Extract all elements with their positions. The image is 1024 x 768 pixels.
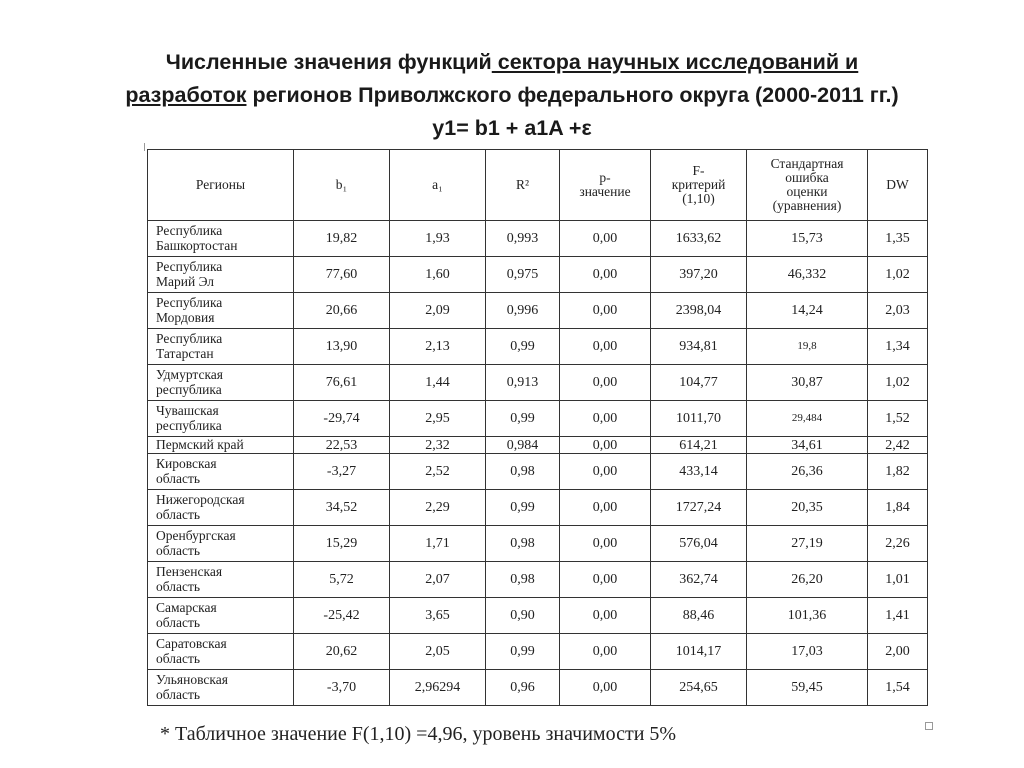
corner-box (925, 722, 933, 730)
f-cell: 254,65 (651, 670, 747, 706)
region-line1: Республика (156, 295, 223, 310)
region-line2: Мордовия (156, 309, 215, 325)
table-row (148, 293, 928, 329)
region-cell (148, 365, 294, 401)
dw-cell: 1,52 (868, 401, 928, 437)
b1-cell: 5,72 (294, 562, 390, 598)
se-cell: 20,35 (747, 490, 868, 526)
region-line1: Удмуртская (156, 367, 224, 382)
table-row (148, 365, 928, 401)
region-line2: Марий Эл (156, 273, 215, 289)
f-cell: 614,21 (651, 437, 747, 454)
header-r2: R² (486, 150, 560, 221)
region-line2: область (156, 578, 201, 594)
region-line2: область (156, 686, 201, 702)
region-line2: Башкортостан (156, 237, 238, 253)
header-se-line2: ошибка (785, 170, 829, 185)
f-cell: 1633,62 (651, 221, 747, 257)
a1-cell: 1,44 (390, 365, 486, 401)
table-row (148, 598, 928, 634)
dw-cell: 1,84 (868, 490, 928, 526)
header-region: Регионы (148, 150, 294, 221)
a1-cell: 2,29 (390, 490, 486, 526)
dw-cell: 1,02 (868, 257, 928, 293)
region-line1: Чувашская (156, 403, 219, 418)
se-cell: 59,45 (747, 670, 868, 706)
header-f-line3: (1,10) (682, 191, 715, 206)
b1-cell: -3,27 (294, 454, 390, 490)
dw-cell: 2,03 (868, 293, 928, 329)
table-row (148, 329, 928, 365)
b1-cell: 77,60 (294, 257, 390, 293)
dw-cell: 1,01 (868, 562, 928, 598)
f-cell: 576,04 (651, 526, 747, 562)
b1-cell: 15,29 (294, 526, 390, 562)
header-p-line1: p- (599, 170, 611, 185)
f-cell: 1011,70 (651, 401, 747, 437)
results-table-container (147, 149, 928, 706)
region-line2: республика (156, 417, 222, 433)
se-cell: 30,87 (747, 365, 868, 401)
region-cell (148, 526, 294, 562)
dw-cell: 2,42 (868, 437, 928, 454)
header-f-line2: критерий (671, 177, 726, 192)
region-line2: Татарстан (156, 345, 214, 361)
a1-cell: 2,09 (390, 293, 486, 329)
se-cell: 27,19 (747, 526, 868, 562)
page-title (0, 46, 1024, 145)
se-cell: 46,332 (747, 257, 868, 293)
region-line2: область (156, 650, 201, 666)
b1-cell: -3,70 (294, 670, 390, 706)
se-cell: 29,484 (747, 401, 868, 437)
a1-cell: 2,32 (390, 437, 486, 454)
r2-cell: 0,99 (486, 634, 560, 670)
f-cell: 1014,17 (651, 634, 747, 670)
a1-cell: 2,07 (390, 562, 486, 598)
header-se-line3: оценки (786, 184, 828, 199)
region-line1: Нижегородская (156, 492, 245, 507)
region-line1: Республика (156, 331, 223, 346)
region-cell (148, 598, 294, 634)
a1-cell: 2,05 (390, 634, 486, 670)
p-cell: 0,00 (560, 454, 651, 490)
dw-cell: 1,02 (868, 365, 928, 401)
b1-cell: 22,53 (294, 437, 390, 454)
a1-cell: 2,13 (390, 329, 486, 365)
region-line1: Оренбургская (156, 528, 236, 543)
b1-cell: 19,82 (294, 221, 390, 257)
r2-cell: 0,98 (486, 526, 560, 562)
region-line1: Кировская (156, 456, 217, 471)
f-cell: 1727,24 (651, 490, 747, 526)
title-line-1-start: Численные значения функций (165, 50, 492, 74)
region-cell (148, 257, 294, 293)
region-line1: Пензенская (156, 564, 223, 579)
header-f-criterion (651, 150, 747, 221)
table-row (148, 221, 928, 257)
p-cell: 0,00 (560, 490, 651, 526)
f-cell: 362,74 (651, 562, 747, 598)
a1-cell: 2,95 (390, 401, 486, 437)
dw-cell: 1,35 (868, 221, 928, 257)
header-a1: a₁ (390, 150, 486, 221)
p-cell: 0,00 (560, 365, 651, 401)
r2-cell: 0,99 (486, 401, 560, 437)
p-cell: 0,00 (560, 526, 651, 562)
f-cell: 934,81 (651, 329, 747, 365)
p-cell: 0,00 (560, 401, 651, 437)
table-row (148, 670, 928, 706)
dw-cell: 2,00 (868, 634, 928, 670)
title-line-1 (0, 46, 1024, 79)
header-p-line2: значение (579, 184, 631, 199)
header-f-line1: F- (692, 163, 705, 178)
f-cell: 104,77 (651, 365, 747, 401)
p-cell: 0,00 (560, 634, 651, 670)
region-cell (148, 293, 294, 329)
header-dw: DW (868, 150, 928, 221)
f-cell: 397,20 (651, 257, 747, 293)
region-cell (148, 329, 294, 365)
se-cell: 26,36 (747, 454, 868, 490)
region-line2: республика (156, 381, 222, 397)
header-se-line4: (уравнения) (772, 198, 842, 213)
a1-cell: 3,65 (390, 598, 486, 634)
table-row (148, 634, 928, 670)
p-cell: 0,00 (560, 437, 651, 454)
r2-cell: 0,984 (486, 437, 560, 454)
f-cell: 433,14 (651, 454, 747, 490)
r2-cell: 0,99 (486, 329, 560, 365)
p-cell: 0,00 (560, 257, 651, 293)
header-b1: b₁ (294, 150, 390, 221)
b1-cell: 76,61 (294, 365, 390, 401)
title-formula: y1= b1 + a1A +ε (432, 116, 592, 140)
results-table (147, 149, 928, 706)
region-cell (148, 562, 294, 598)
b1-cell: 34,52 (294, 490, 390, 526)
p-cell: 0,00 (560, 329, 651, 365)
dw-cell: 1,34 (868, 329, 928, 365)
p-cell: 0,00 (560, 670, 651, 706)
b1-cell: -25,42 (294, 598, 390, 634)
region-line2: область (156, 506, 201, 522)
se-cell: 101,36 (747, 598, 868, 634)
b1-cell: 20,62 (294, 634, 390, 670)
region-cell (148, 401, 294, 437)
region-line2: область (156, 542, 201, 558)
b1-cell: -29,74 (294, 401, 390, 437)
header-p-value (560, 150, 651, 221)
se-cell: 17,03 (747, 634, 868, 670)
r2-cell: 0,99 (486, 490, 560, 526)
title-line-2 (0, 79, 1024, 112)
footnote: * Табличное значение F(1,10) =4,96, уровень значимости 5% (160, 723, 677, 745)
region-line2: область (156, 614, 201, 630)
r2-cell: 0,993 (486, 221, 560, 257)
p-cell: 0,00 (560, 221, 651, 257)
r2-cell: 0,98 (486, 454, 560, 490)
p-cell: 0,00 (560, 598, 651, 634)
region-line1: Самарская (156, 600, 217, 615)
region-line1: Саратовская (156, 636, 227, 651)
title-line-2-rest: регионов Приволжского федерального округа (2000-2011 гг.) (246, 83, 899, 107)
table-row (148, 490, 928, 526)
a1-cell: 2,96294 (390, 670, 486, 706)
r2-cell: 0,98 (486, 562, 560, 598)
region-line1: Пермский край (156, 436, 244, 452)
p-cell: 0,00 (560, 562, 651, 598)
region-cell (148, 437, 294, 454)
b1-cell: 20,66 (294, 293, 390, 329)
a1-cell: 1,60 (390, 257, 486, 293)
se-cell: 34,61 (747, 437, 868, 454)
f-cell: 2398,04 (651, 293, 747, 329)
table-row (148, 526, 928, 562)
table-row (148, 401, 928, 437)
region-cell (148, 670, 294, 706)
region-cell (148, 221, 294, 257)
region-cell (148, 490, 294, 526)
title-line-2-underlined: разработок (125, 83, 247, 107)
title-line-1-underlined: сектора научных исследований и (491, 50, 859, 74)
a1-cell: 1,93 (390, 221, 486, 257)
b1-cell: 13,90 (294, 329, 390, 365)
r2-cell: 0,975 (486, 257, 560, 293)
dw-cell: 1,54 (868, 670, 928, 706)
dw-cell: 1,82 (868, 454, 928, 490)
region-line2: область (156, 470, 201, 486)
r2-cell: 0,90 (486, 598, 560, 634)
table-row (148, 257, 928, 293)
se-cell: 15,73 (747, 221, 868, 257)
dw-cell: 2,26 (868, 526, 928, 562)
se-cell: 19,8 (747, 329, 868, 365)
r2-cell: 0,996 (486, 293, 560, 329)
region-cell (148, 454, 294, 490)
dw-cell: 1,41 (868, 598, 928, 634)
table-row (148, 454, 928, 490)
table-row (148, 437, 928, 454)
header-std-error (747, 150, 868, 221)
region-line1: Республика (156, 259, 223, 274)
se-cell: 26,20 (747, 562, 868, 598)
p-cell: 0,00 (560, 293, 651, 329)
r2-cell: 0,96 (486, 670, 560, 706)
region-line1: Республика (156, 223, 223, 238)
f-cell: 88,46 (651, 598, 747, 634)
header-row (148, 150, 928, 221)
table-row (148, 562, 928, 598)
header-se-line1: Стандартная (770, 156, 844, 171)
r2-cell: 0,913 (486, 365, 560, 401)
a1-cell: 1,71 (390, 526, 486, 562)
region-line1: Ульяновская (156, 672, 228, 687)
region-cell (148, 634, 294, 670)
a1-cell: 2,52 (390, 454, 486, 490)
se-cell: 14,24 (747, 293, 868, 329)
